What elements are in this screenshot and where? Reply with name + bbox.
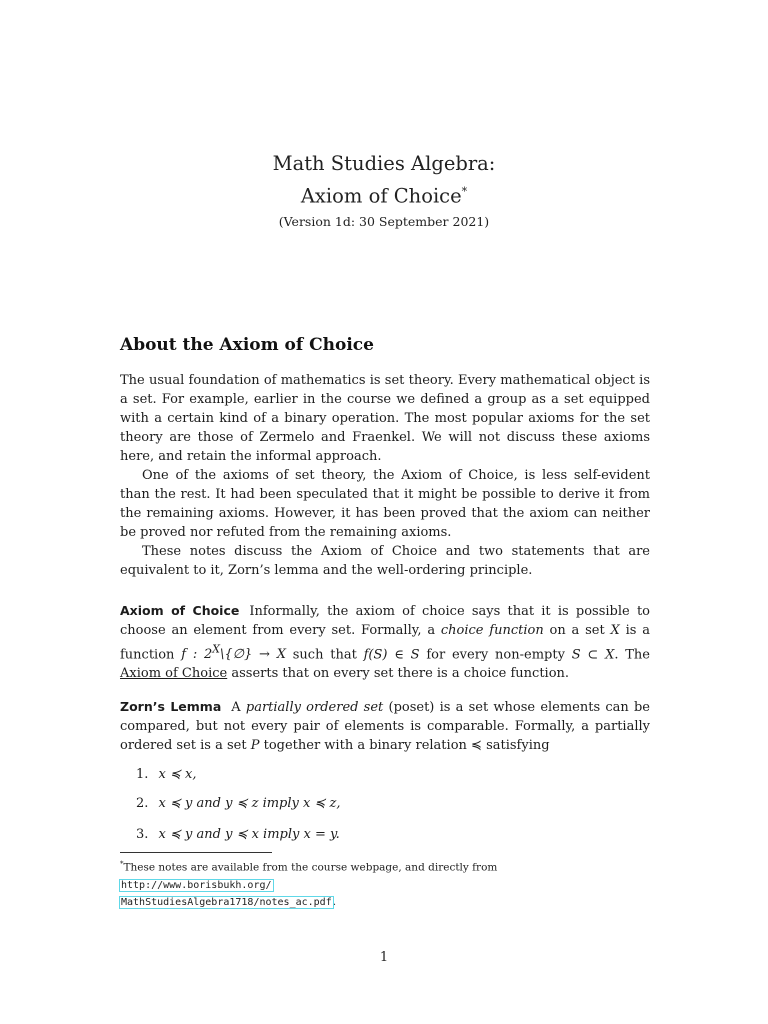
intro-paragraph-2: One of the axioms of set theory, the Axiom of Choice, is less self-evident than the rest. It had been speculated that it might be possible to derive it from the remaining axioms. However, it has been proved that the axiom can neither be proved nor refuted from the remaining axioms. xyxy=(120,468,650,540)
list-item xyxy=(136,767,197,782)
math-relation: ≼ xyxy=(471,738,482,753)
axiom-text-7: asserts that on every set there is a choice function. xyxy=(227,666,570,682)
math-function-f xyxy=(181,643,286,663)
footnote-end: . xyxy=(332,895,337,908)
axiom-of-choice-defined-term: Axiom of Choice xyxy=(120,666,228,682)
footnote-link-part-2[interactable]: MathStudiesAlgebra1718/notes_ac.pdf xyxy=(121,896,332,908)
intro-text xyxy=(120,371,650,580)
list-item-number: 1. xyxy=(136,767,149,782)
list-item-text: x ≼ y and y ≼ z imply x ≼ z, xyxy=(158,796,341,811)
zorn-text-2: (poset) is a set whose elements can be compared, but not every pair of elements is comparable. Formally, a partially ordered set is a set xyxy=(120,700,650,753)
axiom-text-6: . The xyxy=(614,647,650,663)
list-item-number: 3. xyxy=(136,827,149,842)
footnote-link-part-1[interactable]: http://www.borisbukh.org/ xyxy=(121,879,272,891)
section-heading: About the Axiom of Choice xyxy=(120,335,374,355)
axiom-text-4: such that xyxy=(285,647,364,663)
footnote-mark: * xyxy=(120,860,124,868)
math-set-x: X xyxy=(610,623,620,638)
footnote-text: These notes are available from the course webpage, and directly from xyxy=(123,861,498,874)
axiom-of-choice-heading: Axiom of Choice xyxy=(120,603,240,618)
zorns-lemma-paragraph xyxy=(120,697,650,755)
footnote-rule xyxy=(120,852,272,853)
list-item-text: x ≼ x, xyxy=(158,767,197,782)
intro-paragraph-3: These notes discuss the Axiom of Choice and two statements that are equivalent to it, Zorn’s lemma and the well-ordering principle. xyxy=(120,544,650,578)
math-set-p: P xyxy=(250,738,260,753)
title-footnote-mark[interactable]: * xyxy=(461,185,468,198)
axiom-text-1: Informally, the axiom of choice says that it is possible to choose an element from every set. Formally, a xyxy=(120,604,650,638)
math-f-rest: \{∅} → X xyxy=(219,647,286,663)
axiom-text-2: on a set xyxy=(543,623,611,638)
title-line-2 xyxy=(0,178,768,211)
document-title xyxy=(0,150,768,211)
footnote xyxy=(120,856,650,911)
intro-paragraph-1: The usual foundation of mathematics is set theory. Every mathematical object is a set. For example, earlier in the course we defined a group as a set equipped with a certain kind of a binary operation. The most popular axioms for the set theory are those of Zermelo and Fraenkel. We will not discuss these axioms here, and retain the informal approach. xyxy=(120,373,650,464)
list-item-number: 2. xyxy=(136,796,149,811)
list-item xyxy=(136,827,340,842)
math-fs-in-s: f(S) ∈ S xyxy=(363,647,420,663)
axiom-text-3: is a function xyxy=(120,623,650,663)
axiom-of-choice-paragraph xyxy=(120,601,650,683)
math-f-base: f : 2 xyxy=(181,647,213,663)
choice-function-term: choice function xyxy=(440,623,544,638)
axiom-text-5: for every non-empty xyxy=(419,647,572,663)
title-line-1: Math Studies Algebra: xyxy=(272,152,496,175)
zorns-lemma-heading: Zorn’s Lemma xyxy=(120,699,222,714)
math-f-sup: X xyxy=(212,643,220,656)
list-item xyxy=(136,796,340,811)
zorn-text-3: together with a binary relation xyxy=(259,738,472,753)
title-line-2-text: Axiom of Choice xyxy=(300,184,462,208)
zorn-text-1: A xyxy=(231,700,246,715)
list-item-text: x ≼ y and y ≼ x imply x = y. xyxy=(158,827,340,842)
partially-ordered-set-term: partially ordered set xyxy=(245,700,384,715)
zorn-text-4: satisfying xyxy=(481,738,550,753)
page-number: 1 xyxy=(379,950,389,965)
math-s-subset-x: S ⊂ X xyxy=(571,647,615,663)
version-line: (Version 1d: 30 September 2021) xyxy=(278,214,490,229)
